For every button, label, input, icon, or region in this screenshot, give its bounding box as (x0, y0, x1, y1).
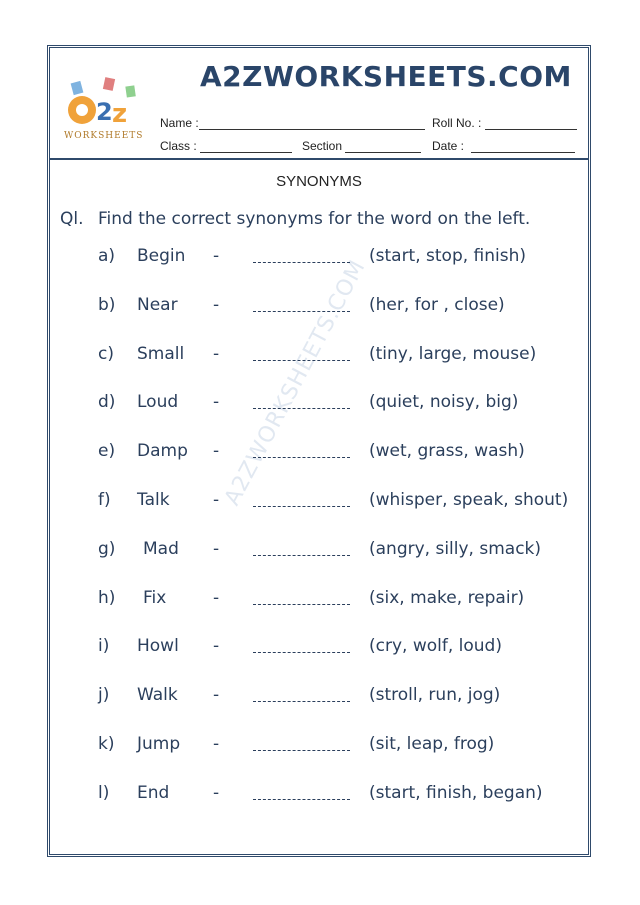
site-title: A2ZWORKSHEETS.COM (200, 60, 572, 93)
item-label: h) (98, 587, 116, 608)
item-label: l) (98, 782, 110, 803)
roll-field (432, 116, 577, 130)
answer-blank[interactable] (253, 360, 350, 361)
item-options: (her, for , close) (369, 294, 505, 315)
question-number: Ql. (60, 209, 84, 229)
list-item (50, 539, 588, 569)
question-text: Find the correct synonyms for the word on the left. (98, 209, 531, 229)
svg-text:z: z (112, 99, 128, 129)
answer-blank[interactable] (253, 408, 350, 409)
list-item (50, 441, 588, 471)
item-dash: - (213, 246, 220, 266)
answer-blank[interactable] (253, 701, 350, 702)
class-field (160, 139, 292, 153)
item-dash: - (213, 636, 220, 657)
answer-blank[interactable] (253, 750, 350, 751)
name-field (160, 116, 425, 130)
date-label: Date : (432, 139, 465, 153)
item-options: (stroll, run, jog) (369, 685, 501, 706)
item-word: Damp (137, 441, 188, 462)
answer-blank[interactable] (253, 799, 350, 800)
item-label: k) (98, 734, 115, 754)
item-options: (start, stop, finish) (369, 246, 527, 266)
item-options: (start, finish, began) (369, 782, 543, 803)
item-dash: - (213, 294, 220, 315)
list-item (50, 392, 588, 422)
item-options: (whisper, speak, shout) (369, 490, 569, 510)
item-dash: - (213, 490, 220, 510)
item-word: Small (137, 343, 185, 364)
item-word: Loud (137, 392, 179, 413)
list-item (50, 246, 588, 276)
list-item (50, 490, 588, 520)
date-field (432, 139, 575, 153)
worksheet-header (50, 48, 588, 160)
item-word: Walk (137, 685, 178, 706)
item-dash: - (213, 343, 220, 364)
item-word: Jump (137, 734, 181, 754)
answer-blank[interactable] (253, 457, 350, 458)
roll-line[interactable] (485, 117, 577, 130)
item-word: Howl (137, 636, 179, 657)
item-dash: - (213, 587, 220, 608)
section-title: SYNONYMS (276, 173, 362, 190)
item-options: (sit, leap, frog) (369, 734, 495, 754)
a2z-logo (60, 72, 150, 147)
item-options: (angry, silly, smack) (369, 538, 542, 559)
item-word: Mad (143, 538, 179, 559)
date-line[interactable] (471, 140, 575, 153)
name-label: Name : (160, 116, 199, 130)
name-line[interactable] (199, 117, 425, 130)
answer-blank[interactable] (253, 262, 350, 263)
item-dash: - (213, 782, 220, 803)
section-line[interactable] (345, 140, 421, 153)
item-options: (six, make, repair) (369, 587, 525, 608)
item-options: (tiny, large, mouse) (369, 343, 537, 364)
item-label: d) (98, 392, 116, 413)
item-label: f) (98, 490, 111, 510)
item-dash: - (213, 392, 220, 413)
answer-blank[interactable] (253, 652, 350, 653)
item-label: i) (98, 636, 110, 657)
question-heading (60, 209, 530, 229)
item-dash: - (213, 734, 220, 754)
item-label: j) (98, 685, 110, 706)
svg-text:WORKSHEETS: WORKSHEETS (64, 131, 144, 141)
list-item (50, 783, 588, 813)
list-item (50, 295, 588, 325)
class-line[interactable] (200, 140, 292, 153)
item-dash: - (213, 685, 220, 706)
worksheet-frame (47, 45, 591, 857)
answer-blank[interactable] (253, 506, 350, 507)
item-label: e) (98, 441, 116, 462)
roll-label: Roll No. : (432, 116, 482, 130)
item-options: (wet, grass, wash) (369, 441, 525, 462)
class-label: Class : (160, 139, 197, 153)
item-word: Near (137, 294, 178, 315)
list-item (50, 588, 588, 618)
item-label: a) (98, 246, 116, 266)
list-item (50, 636, 588, 666)
section-field (302, 139, 421, 153)
watermark: A2ZWORKSHEETS.COM (220, 255, 371, 510)
list-item (50, 344, 588, 374)
item-word: Talk (137, 490, 170, 510)
item-dash: - (213, 538, 220, 559)
item-label: c) (98, 343, 114, 364)
svg-text:2: 2 (96, 98, 113, 126)
item-word: Fix (143, 587, 167, 608)
item-dash: - (213, 441, 220, 462)
answer-blank[interactable] (253, 555, 350, 556)
item-label: g) (98, 538, 116, 559)
item-label: b) (98, 294, 116, 315)
item-options: (quiet, noisy, big) (369, 392, 519, 413)
list-item (50, 734, 588, 764)
item-options: (cry, wolf, loud) (369, 636, 502, 657)
answer-blank[interactable] (253, 311, 350, 312)
item-word: End (137, 782, 170, 803)
list-item (50, 685, 588, 715)
item-word: Begin (137, 246, 186, 266)
section-label: Section (302, 139, 343, 153)
answer-blank[interactable] (253, 604, 350, 605)
